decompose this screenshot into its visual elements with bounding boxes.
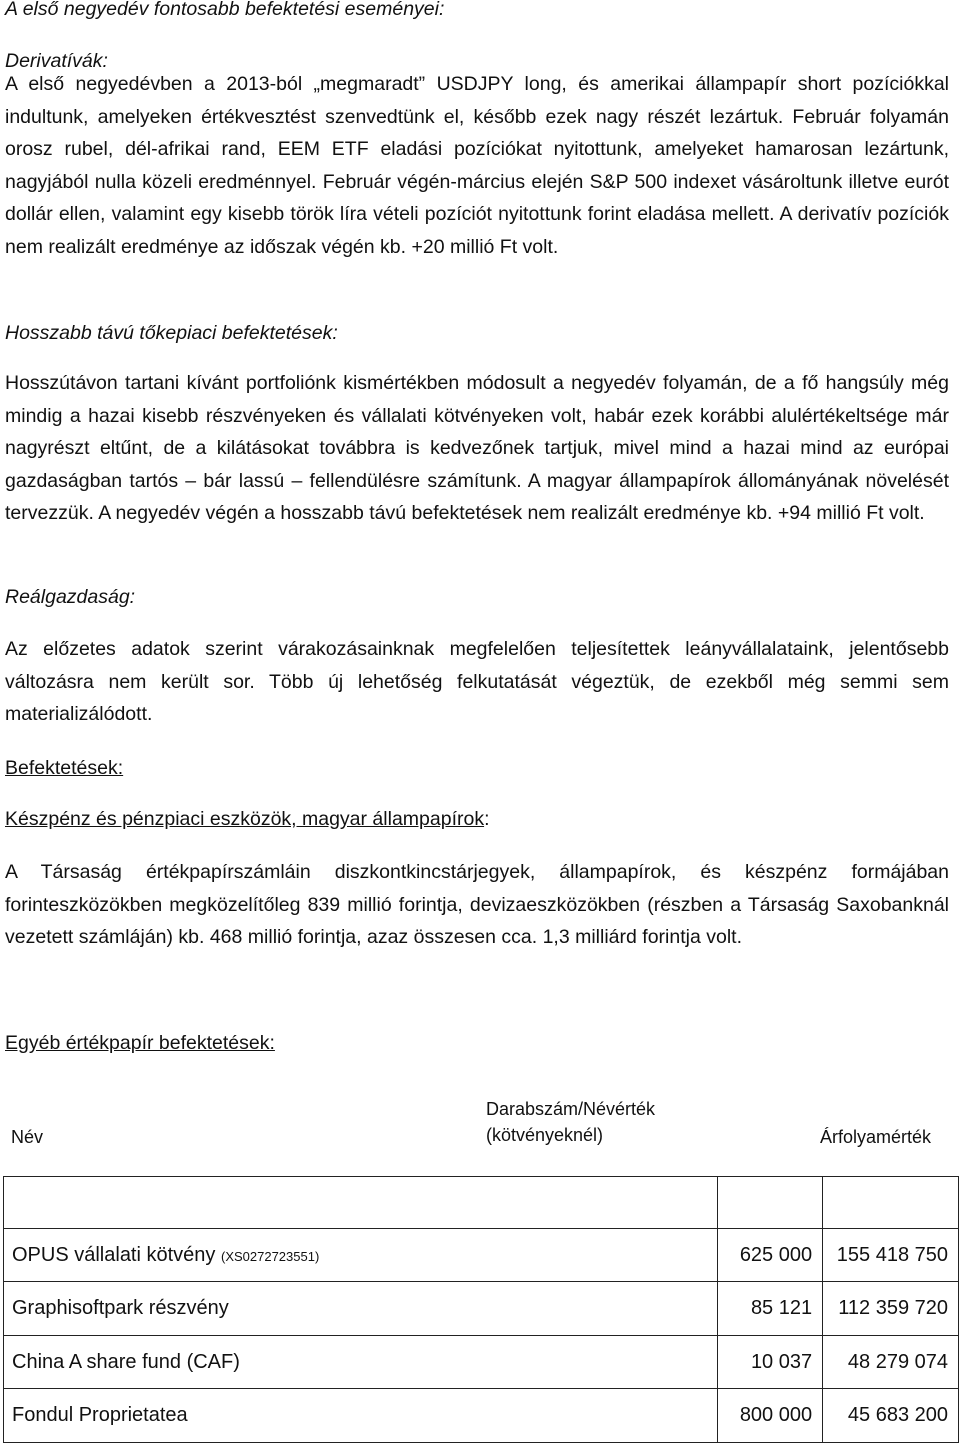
derivatives-paragraph: A első negyedévben a 2013-ból „megmaradt” USDJPY long, és amerikai állampapír short pozíciókkal indultunk, amelyeken értékvesztést szenvedtünk el, később ezek nagy részét lezártuk. Február folyamán orosz rubel, dél-afrikai rand, EEM ETF eladási pozíciókat nyitottunk, amelyeket hamarosan lezártunk, nagyjából nulla közeli eredménnyel. Február végén-március elején S&P 500 indexet vásároltunk illetve eurót dollár ellen, valamint egy kisebb török líra vételi pozíciót nyitottunk forint eladása mellett. A derivatív pozíciók nem realizált eredménye az időszak végén kb. +20 millió Ft volt.: [5, 73, 949, 258]
security-value: 48 279 074: [823, 1336, 959, 1389]
table-row: [4, 1389, 959, 1443]
column-header-price: Árfolyamérték: [820, 1127, 932, 1147]
security-value: 112 359 720: [823, 1282, 959, 1336]
table-blank-row: [4, 1177, 959, 1229]
security-quantity: 10 037: [718, 1336, 823, 1389]
real-economy-heading: Reálgazdaság:: [5, 586, 136, 608]
other-securities-heading: Egyéb értékpapír befektetések:: [5, 1032, 275, 1054]
security-name: OPUS vállalati kötvény: [12, 1243, 216, 1266]
cash-paragraph: A Társaság értékpapírszámláin diszkontkincstárjegyek, állampapírok, és készpénz formájában forinteszközökben megközelítőleg 839 millió forintja, devizaeszközökben (részben a Társaság Saxobanknál vezetett számláján) kb. 468 millió forintja, azaz összesen cca. 1,3 milliárd forintja volt.: [5, 861, 949, 949]
long-term-paragraph: Hosszútávon tartani kívánt portfoliónk kismértékben módosult a negyedév folyamán, de a fő hangsúly még mindig a hazai kisebb részvényeken és vállalati kötvényeken volt, habár ezek korábbi alulértékeltsége már nagyrészt eltűnt, de a kilátásokat továbbra is kedvezőnek tartjuk, mivel mind a hazai mind az európai gazdaságban tartós – bár lassú – fellendülésre számítunk. A magyar állampapírok állományának növelését tervezzük. A negyedév végén a hosszabb távú befektetések nem realizált eredménye kb. +94 millió Ft volt.: [5, 372, 949, 525]
table-cell: [4, 1177, 718, 1229]
securities-table: [3, 1176, 959, 1443]
column-header-name: Név: [11, 1127, 44, 1147]
real-economy-paragraph: Az előzetes adatok szerint várakozásainknak megfelelően teljesítettek leányvállalataink, jelentősebb változásra nem került sor. Több új lehetőség felkutatását végeztük, de ezekből még semmi sem materializálódott.: [5, 638, 949, 726]
table-row: [4, 1282, 959, 1336]
cash-heading: Készpénz és pénzpiaci eszközök, magyar állampapírok: [5, 808, 485, 830]
table-row: [4, 1336, 959, 1389]
security-quantity: 800 000: [718, 1389, 823, 1443]
derivatives-heading: Derivatívák:: [5, 50, 108, 72]
security-name: Graphisoftpark részvény: [4, 1282, 718, 1336]
table-row: [4, 1229, 959, 1282]
security-value: 45 683 200: [823, 1389, 959, 1443]
column-header-quantity-line1: Darabszám/Névérték: [486, 1099, 656, 1119]
security-quantity: 625 000: [718, 1229, 823, 1282]
table-cell: [823, 1177, 959, 1229]
long-term-heading: Hosszabb távú tőkepiaci befektetések:: [5, 322, 338, 344]
security-name: Fondul Proprietatea: [4, 1389, 718, 1443]
column-header-quantity-line2: (kötvényeknél): [486, 1125, 604, 1145]
security-value: 155 418 750: [823, 1229, 959, 1282]
security-name: China A share fund (CAF): [4, 1336, 718, 1389]
security-isin: (XS0272723551): [220, 1248, 320, 1264]
security-name-cell: [4, 1229, 718, 1282]
intro-heading: A első negyedév fontosabb befektetési eseményei:: [5, 0, 445, 20]
table-cell: [718, 1177, 823, 1229]
security-quantity: 85 121: [718, 1282, 823, 1336]
investments-heading: Befektetések:: [5, 757, 124, 779]
cash-heading-colon: :: [484, 808, 490, 830]
cash-heading-line: [5, 806, 949, 832]
column-header-quantity: [486, 1096, 655, 1148]
